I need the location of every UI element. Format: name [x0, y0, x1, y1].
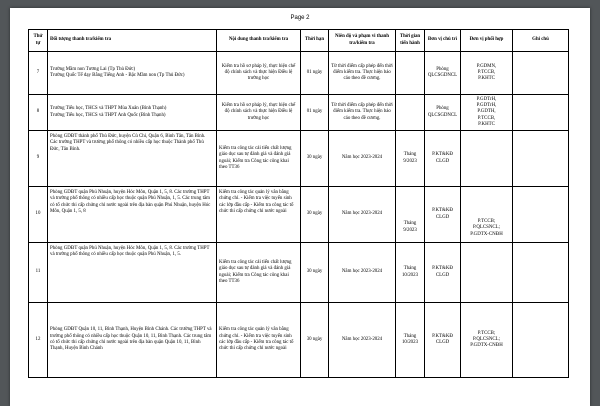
- cell-chu-tri: P.KT&KĐ CLGD: [425, 243, 461, 303]
- table-row: [29, 95, 569, 131]
- cell-nien-do: Năm học 2023-2024: [329, 243, 396, 303]
- phoi-hop-line: P.TCCB;: [477, 219, 496, 225]
- header-phoi-hop: Đơn vị phối hợp: [461, 30, 513, 52]
- table-row: [29, 303, 569, 378]
- page-label: Page 2: [290, 15, 310, 21]
- inspection-plan-table: [28, 29, 569, 378]
- cell-thoi-han: 30 ngày: [301, 131, 329, 187]
- phoi-hop-line: P.QLCSNCL;: [472, 336, 501, 342]
- cell-ghi-chu: [513, 303, 569, 378]
- cell-thoi-han: 30 ngày: [301, 187, 329, 243]
- table-row: [29, 187, 569, 243]
- phoi-hop-line: P.KHTC: [478, 76, 495, 82]
- phoi-hop-line: P.GDMN,: [476, 63, 497, 69]
- phoi-hop-line: P.GDTrH,: [476, 96, 497, 102]
- cell-thoi-gian: Tháng 10/2023: [396, 303, 425, 378]
- header-ghi-chu: Ghi chú: [513, 30, 569, 52]
- cell-stt: 8: [29, 95, 48, 131]
- cell-nien-do: Từ thời điểm cấp phép đến thời điểm kiểm tra. Thực hiện báo cáo theo đề cương.: [329, 95, 396, 131]
- phoi-hop-line: P.GDTH,: [477, 109, 496, 115]
- cell-noi-dung: Kiểm tra công tác cải tiến chất lượng giáo dục sau tự đánh giá và đánh giá ngoài; Kiểm tra Công tác công khai theo TT36: [217, 131, 301, 187]
- phoi-hop-line: P.GDTX-CNĐH: [470, 343, 503, 349]
- cell-chu-tri: P.KT&KĐ CLGD: [425, 131, 461, 187]
- cell-doi-tuong: Phòng GDĐT thành phố Thủ Đức, huyện Củ Chi, Quận 6, Bình Tân, Tân Bình. Các trường THPT và trường phổ thông có nhiều cấp học thuộc Thành phố Thủ Đức, Tân Bình.: [48, 131, 217, 187]
- cell-stt: 9: [29, 131, 48, 187]
- cell-thoi-gian: Tháng 9/2023: [396, 131, 425, 187]
- cell-phoi-hop: [461, 187, 513, 243]
- cell-nien-do: Năm học 2023-2024: [329, 187, 396, 243]
- phoi-hop-line: P.TCCB,: [477, 69, 496, 75]
- cell-noi-dung: Kiểm tra công tác cải tiến chất lượng giáo dục sau tự đánh giá và đánh giá ngoài; Kiểm tra Công tác công khai theo TT36: [217, 243, 301, 303]
- cell-ghi-chu: [513, 52, 569, 95]
- cell-doi-tuong: [48, 95, 217, 131]
- cell-thoi-gian: Tháng 9/2023: [396, 187, 425, 243]
- cell-noi-dung: Kiểm tra công tác quản lý văn bằng chứng chỉ. - Kiểm tra việc tuyển sinh các lớp đầu cấp - Kiểm tra công tác tổ chức thi cấp chứng chỉ nước ngoài: [217, 303, 301, 378]
- header-doi-tuong: Đối tượng thanh tra/kiểm tra: [48, 30, 217, 52]
- header-thoi-han: Thời hạn: [301, 30, 329, 52]
- cell-stt: 10: [29, 187, 48, 243]
- cell-phoi-hop: [461, 131, 513, 187]
- cell-ghi-chu: [513, 131, 569, 187]
- cell-phoi-hop: [461, 95, 513, 131]
- header-stt: Thứ tự: [29, 30, 48, 52]
- cell-thoi-han: 01 ngày: [301, 95, 329, 131]
- cell-stt: 7: [29, 52, 48, 95]
- cell-doi-tuong: Phòng GDĐT quận Phú Nhuận, huyện Hóc Môn, Quận 1, 5, 8. Các trường THPT và trường phổ thông có nhiều cấp học thuộc quận Phú Nhuận, 1, 5.: [48, 243, 217, 303]
- cell-chu-tri: P.KT&KĐ CLGD: [425, 187, 461, 243]
- document-page: [10, 8, 590, 406]
- header-thoi-gian: Thời gian tiến hành: [396, 30, 425, 52]
- cell-noi-dung: Kiểm tra công tác quản lý văn bằng chứng chỉ. - Kiểm tra việc tuyển sinh các lớp đầu cấp - Kiểm tra công tác tổ chức thi cấp chứng chỉ nước ngoài: [217, 187, 301, 243]
- cell-thoi-gian: Tháng 10/2023: [396, 243, 425, 303]
- cell-doi-tuong: Phòng GDĐT Quận 10, 11, Bình Thạnh, Huyện Bình Chánh. Các trường THPT và trường phổ thông có nhiều cấp học thuộc Quận 10, 11, Bình Thạnh. Các trung tâm có tổ chức thi cấp chứng chỉ nước ngoài trên địa bàn quận Quận 10, 11, Bình Thạnh, Huyện Bình Chánh: [48, 303, 217, 378]
- cell-nien-do: Từ thời điểm cấp phép đến thời điểm kiểm tra. Thực hiện báo cáo theo đề cương.: [329, 52, 396, 95]
- table-row: [29, 52, 569, 95]
- cell-phoi-hop: [461, 243, 513, 303]
- cell-chu-tri: P.KT&KĐ CLGD: [425, 303, 461, 378]
- table-row: [29, 243, 569, 303]
- cell-thoi-gian: [396, 52, 425, 95]
- cell-noi-dung: Kiểm tra hồ sơ pháp lý, thực hiện chế độ chính sách và thực hiện Điều lệ trường học: [217, 52, 301, 95]
- cell-noi-dung: Kiểm tra hồ sơ pháp lý, thực hiện chế độ chính sách và thực hiện Điều lệ trường học: [217, 95, 301, 131]
- table-row: [29, 131, 569, 187]
- cell-ghi-chu: [513, 95, 569, 131]
- cell-thoi-gian: [396, 95, 425, 131]
- phoi-hop-line: P.QLCSNCL;: [472, 225, 501, 231]
- cell-nien-do: Năm học 2023-2024: [329, 131, 396, 187]
- cell-stt: 12: [29, 303, 48, 378]
- doi-tuong-line: Trường Tiểu học, THCS và THPT Mùa Xuân (Bình Thạnh): [50, 106, 167, 112]
- cell-phoi-hop: [461, 52, 513, 95]
- cell-thoi-han: 01 ngày: [301, 52, 329, 95]
- cell-phoi-hop: [461, 303, 513, 378]
- header-row: [29, 30, 569, 52]
- cell-nien-do: Năm học 2023-2024: [329, 303, 396, 378]
- cell-stt: 11: [29, 243, 48, 303]
- header-noi-dung: Nội dung thanh tra/kiểm tra: [217, 30, 301, 52]
- cell-doi-tuong: [48, 52, 217, 95]
- cell-chu-tri: Phòng QLCSGDNCL: [425, 95, 461, 131]
- doi-tuong-line: Trường Quốc Tế dạy Bằng Tiếng Anh - Bậc Mầm non (Tp Thủ Đức): [50, 73, 185, 78]
- cell-thoi-han: 30 ngày: [301, 303, 329, 378]
- phoi-hop-line: P.KHTC: [478, 121, 495, 127]
- header-chu-tri: Đơn vị chủ trì: [425, 30, 461, 52]
- cell-chu-tri: Phòng QLCSGDNCL: [425, 52, 461, 95]
- cell-doi-tuong: Phòng GDĐT quận Phú Nhuận, huyện Hóc Môn, Quận 1, 5, 8. Các trường THPT và trường phổ thông có nhiều cấp học thuộc quận Phú Nhuận, 1, 5. Các trung tâm có tổ chức thi cấp chứng chỉ nước ngoài trên địa bàn quận Phú Nhuận, huyện Hóc Môn, Quận 1, 5, 8: [48, 187, 217, 243]
- phoi-hop-line: P.GDTrH,: [476, 103, 497, 109]
- phoi-hop-line: P.GDTX-CNĐH: [470, 231, 503, 237]
- cell-ghi-chu: [513, 243, 569, 303]
- cell-ghi-chu: [513, 187, 569, 243]
- header-nien-do: Niên độ và phạm vi thanh tra/kiểm tra: [329, 30, 396, 52]
- doi-tuong-line: Trường Mầm non Tương Lai (Tp Thủ Đức): [50, 66, 136, 72]
- phoi-hop-line: P.TCCB,: [477, 115, 496, 121]
- phoi-hop-line: P.TCCB;: [477, 330, 496, 336]
- doi-tuong-line: Trường Tiểu học, THCS và THPT Anh Quốc (Bình Thạnh): [50, 112, 166, 118]
- cell-thoi-han: 30 ngày: [301, 243, 329, 303]
